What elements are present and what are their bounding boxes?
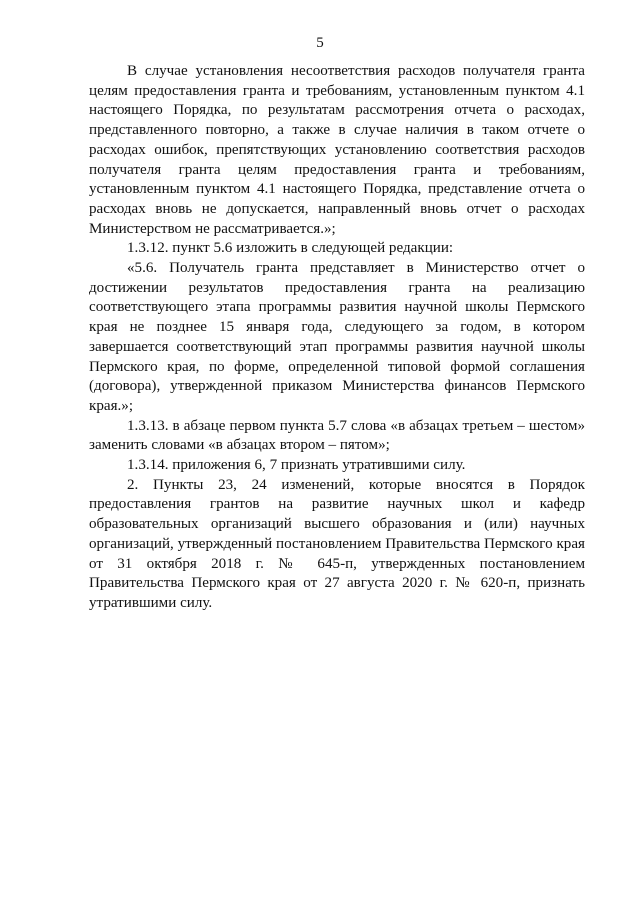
document-body <box>89 62 585 614</box>
paragraph-item-1-3-13: 1.3.13. в абзаце первом пункта 5.7 слова «в абзацах третьем – шестом» заменить словами «в абзацах втором – пятом»; <box>89 417 585 454</box>
paragraph-item-1-3-12: 1.3.12. пункт 5.6 изложить в следующей редакции: <box>127 240 454 257</box>
paragraph-expense-report-rejection: В случае установления несоответствия расходов получателя гранта целям предоставления гранта и требованиям, установленным пунктом 4.1 настоящего Порядка, по результатам рассмотрения отчета о расходах, представленного повторно, а также в случае наличия в таком отчете о расходах ошибок, препятствующих установлению соответствия расходов получателя гранта целям предоставления гранта и требованиям, установленным пунктом 4.1 настоящего Порядка, представление отчета о расходах вновь не допускается, направленный вновь отчет о расходах Министерством не рассматривается.»; <box>89 63 585 237</box>
page-number: 5 <box>316 35 324 51</box>
paragraph-item-2: 2. Пункты 23, 24 изменений, которые вносятся в Порядок предоставления грантов на развитие научных школ и кафедр образовательных организаций высшего образования и (или) научных организаций, утвержденный постановлением Правительства Пермского края от 31 октября 2018 г. № 645-п, утвержденных постановлением Правительства Пермского края от 27 августа 2020 г. № 620-п, признать утратившими силу. <box>89 476 585 611</box>
paragraph-item-1-3-14: 1.3.14. приложения 6, 7 признать утратившими силу. <box>127 457 466 474</box>
paragraph-clause-5-6: «5.6. Получатель гранта представляет в Министерство отчет о достижении результатов предоставления гранта на реализацию соответствующего этапа программы развития научной школы Пермского края не позднее 15 января года, следующего за годом, в котором завершается соответствующий этап программы развития научной школы Пермского края, по форме, определенной типовой формой соглашения (договора), утвержденной приказом Министерства финансов Пермского края.»; <box>89 260 585 414</box>
